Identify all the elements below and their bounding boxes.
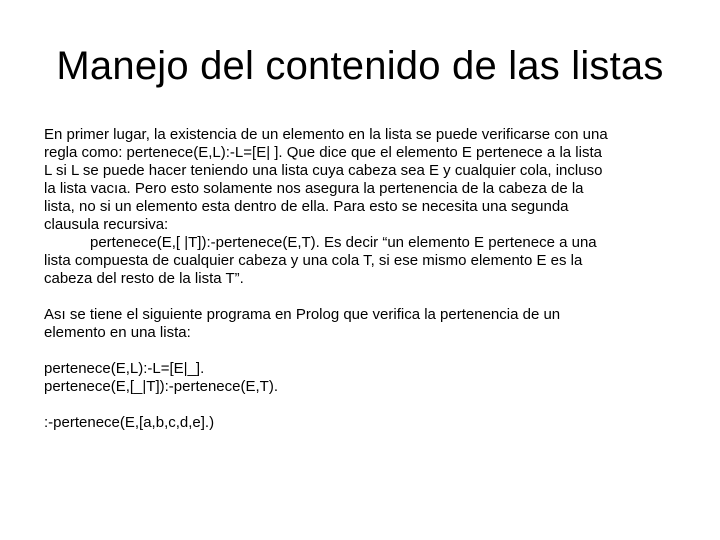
code-line: pertenece(E,[_|T]):-pertenece(E,T). — [44, 378, 278, 395]
paragraph-line: lista, no si un elemento esta dentro de ella. Para esto se necesita una segunda — [44, 198, 569, 215]
paragraph-line: L si L se puede hacer teniendo una lista cuya cabeza sea E y cualquier cola, incluso — [44, 162, 603, 179]
paragraph-program-intro — [44, 306, 694, 342]
prolog-code-block — [44, 360, 694, 396]
paragraph-line-indented: pertenece(E,[ |T]):-pertenece(E,T). Es decir “un elemento E pertenece a una — [90, 234, 597, 251]
paragraph-line: Ası se tiene el siguiente programa en Prolog que verifica la pertenencia de un — [44, 306, 561, 323]
slide-title: Manejo del contenido de las listas — [56, 44, 664, 88]
paragraph-line: En primer lugar, la existencia de un elemento en la lista se puede verificarse con una — [44, 126, 608, 143]
code-line: pertenece(E,L):-L=[E|_]. — [44, 360, 205, 377]
paragraph-line: cabeza del resto de la lista T”. — [44, 270, 244, 287]
paragraph-line: clausula recursiva: — [44, 216, 169, 233]
paragraph-line: lista compuesta de cualquier cabeza y una cola T, si ese mismo elemento E es la — [44, 252, 583, 269]
paragraph-line: la lista vacıa. Pero esto solamente nos asegura la pertenencia de la cabeza de la — [44, 180, 584, 197]
slide-body — [44, 126, 694, 432]
paragraph-membership-intro — [44, 126, 694, 288]
paragraph-line: elemento en una lista: — [44, 324, 191, 341]
prolog-query: :-pertenece(E,[a,b,c,d,e].) — [44, 414, 215, 431]
paragraph-line: regla como: pertenece(E,L):-L=[E| ]. Que dice que el elemento E pertenece a la lista — [44, 144, 602, 161]
